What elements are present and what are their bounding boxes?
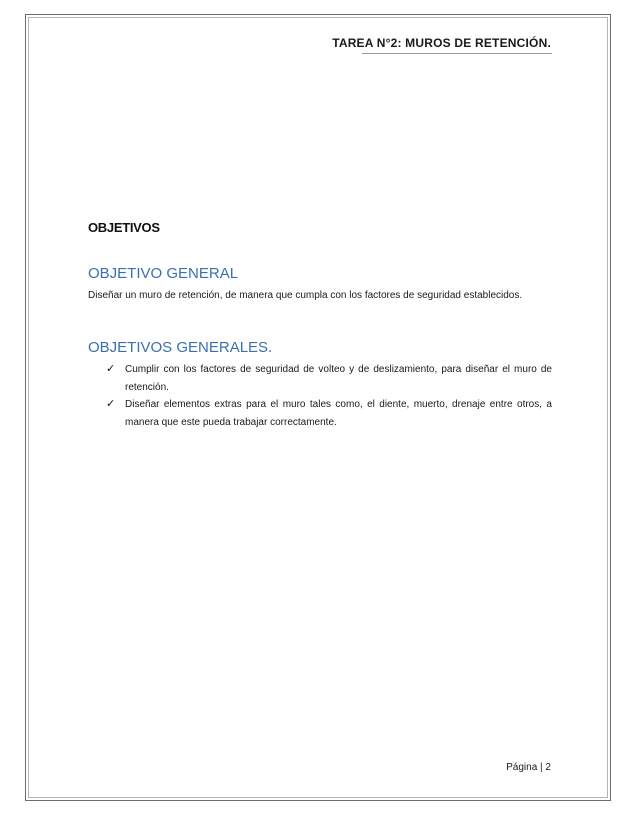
specific-objectives-heading: OBJETIVOS GENERALES. [88, 339, 273, 356]
general-objective-heading: OBJETIVO GENERAL [88, 265, 239, 282]
list-item [88, 361, 552, 396]
list-item [88, 396, 552, 431]
page-number: Página | 2 [506, 762, 551, 773]
header-title: TAREA N°2: MUROS DE RETENCIÓN. [332, 36, 551, 50]
list-item-text: Diseñar elementos extras para el muro tales como, el diente, muerto, drenaje entre otros, a manera que este pueda trabajar correctamente. [125, 399, 552, 428]
header-rule [362, 53, 552, 54]
list-item-text: Cumplir con los factores de seguridad de volteo y de deslizamiento, para diseñar el muro de retención. [125, 364, 552, 393]
check-icon: ✓ [106, 363, 116, 375]
section-heading: OBJETIVOS [88, 220, 160, 235]
general-objective-text: Diseñar un muro de retención, de manera que cumpla con los factores de seguridad establecidos. [88, 290, 523, 301]
objectives-list [88, 361, 552, 431]
check-icon: ✓ [106, 398, 116, 410]
